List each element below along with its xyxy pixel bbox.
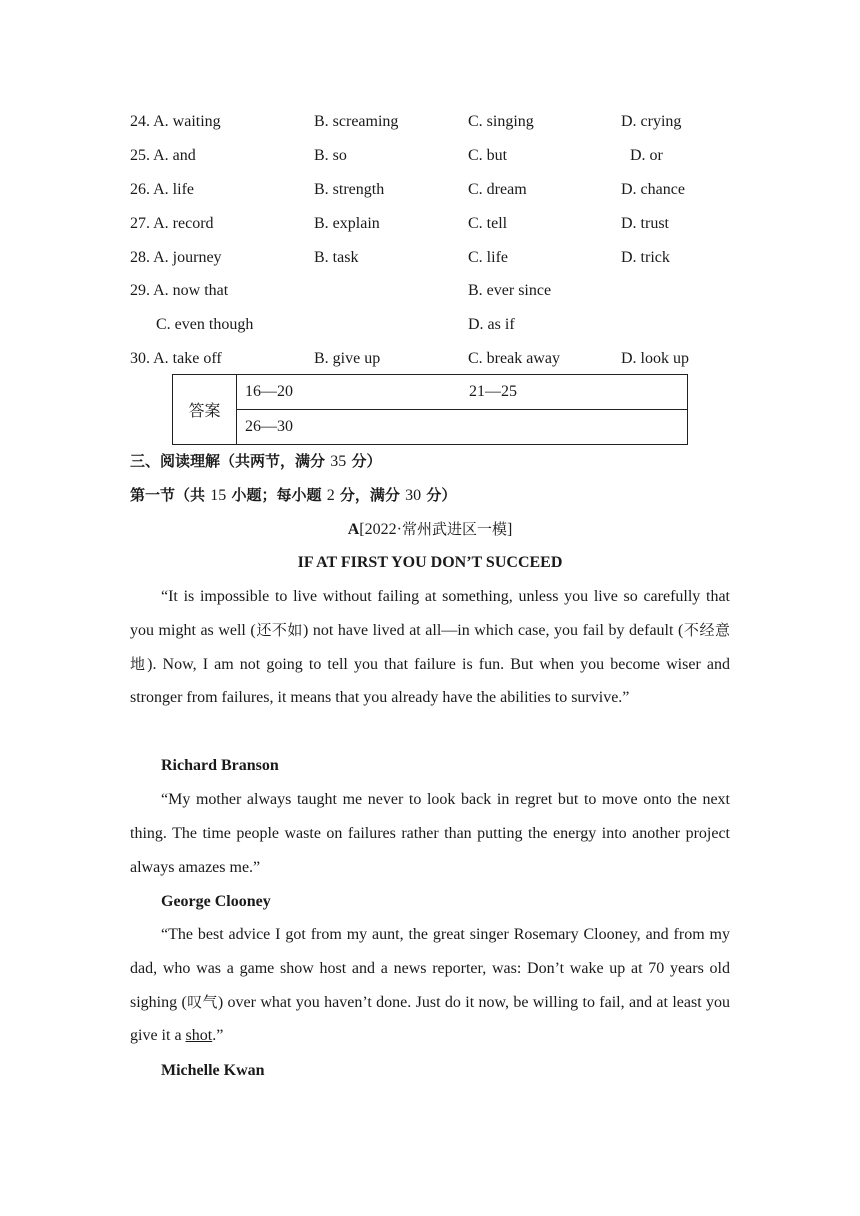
paragraph-1-part-2: ) not have lived at all—in which case, you fail by default ( (303, 621, 684, 639)
gloss-hai-bu-ru: 还不如 (255, 620, 303, 639)
paragraph-3-part-3: .” (212, 1027, 224, 1045)
source-close: ] (506, 521, 513, 538)
option-a: 29. A. now that (130, 282, 229, 299)
speaker-george-clooney: George Clooney (161, 893, 271, 910)
part-heading-suffix: 分） (421, 486, 457, 504)
answer-range-16-20: 16—20 (245, 383, 293, 400)
speaker-michelle-kwan: Michelle Kwan (161, 1062, 265, 1079)
answer-range-21-25: 21—25 (469, 383, 517, 400)
option-a: 27. A. record (130, 215, 214, 232)
answer-table (172, 374, 688, 445)
paragraph-3 (130, 918, 730, 1053)
option-c: C. singing (468, 113, 534, 130)
section-heading (130, 444, 381, 478)
option-d: D. as if (468, 316, 515, 333)
passage-source (130, 512, 730, 546)
option-a: 26. A. life (130, 181, 194, 198)
section-heading-score: 35 (330, 453, 347, 470)
gloss-tan-qi: 叹气 (186, 992, 218, 1011)
option-a: 25. A. and (130, 147, 196, 164)
paragraph-1-part-3: ). Now, I am not going to tell you that failure is fun. But when you become wiser and stronger from failures, it means that you already have the abilities to survive.” (130, 655, 730, 707)
gloss-bu-jing-yi-di: 不经意地 (130, 620, 730, 673)
option-d: D. trust (621, 215, 669, 232)
passage-letter: A (347, 521, 360, 538)
answer-label: 答案 (173, 375, 237, 445)
section-heading-text: 三、阅读理解（共两节，满分 (130, 452, 331, 470)
answer-row-1 (237, 375, 688, 410)
option-d: D. crying (621, 113, 682, 130)
part-heading (130, 478, 456, 512)
source-name: 常州武进区一模 (401, 520, 507, 538)
part-heading-text: 第一节（共 (130, 486, 211, 504)
option-d: D. look up (621, 350, 689, 367)
option-b: B. ever since (468, 282, 552, 299)
paragraph-1-part-1: “It is impossible to live without failing at something, unless you live so carefully that you might as well ( (130, 588, 730, 639)
question-count: 15 (210, 487, 227, 504)
answer-row-2 (237, 410, 688, 445)
underlined-word-shot: shot (185, 1027, 213, 1045)
option-a: 24. A. waiting (130, 113, 221, 130)
option-d: D. chance (621, 181, 685, 198)
option-b: B. so (314, 147, 347, 164)
option-c: C. but (468, 147, 508, 164)
option-b: B. task (314, 249, 359, 266)
part-heading-text-2: 小题；每小题 (226, 486, 327, 504)
option-b: B. strength (314, 181, 385, 198)
part-heading-text-3: 分，满分 (334, 486, 406, 504)
paragraph-3-part-1: “The best advice I got from my aunt, the great singer Rosemary Clooney, and from my dad, who was a game show host and a news reporter, was: Don’t wake up at 70 years old sighing ( (130, 926, 730, 1011)
section-heading-suffix: 分） (346, 452, 382, 470)
option-c: C. tell (468, 215, 508, 232)
option-c: C. break away (468, 350, 560, 367)
total-points: 30 (405, 487, 422, 504)
paragraph-3-part-2: ) over what you haven’t done. Just do it now, be willing to fail, and at least you give it a (130, 993, 730, 1045)
speaker-richard-branson: Richard Branson (161, 757, 279, 774)
option-b: B. give up (314, 350, 381, 367)
paragraph-2: “My mother always taught me never to look back in regret but to move onto the next thing. The time people waste on failures rather than putting the energy into another project always amazes me.” (130, 791, 730, 876)
option-c: C. dream (468, 181, 527, 198)
option-c: C. life (468, 249, 508, 266)
paragraph-1 (130, 580, 730, 715)
source-open: [2022· (359, 521, 402, 538)
passage-title: IF AT FIRST YOU DON’T SUCCEED (297, 554, 563, 571)
option-b: B. screaming (314, 113, 399, 130)
option-a: 30. A. take off (130, 350, 222, 367)
option-a: 28. A. journey (130, 249, 222, 266)
option-c: C. even though (156, 316, 254, 333)
answer-range-26-30: 26—30 (245, 418, 293, 435)
option-d: D. or (630, 147, 663, 164)
option-b: B. explain (314, 215, 380, 232)
option-d: D. trick (621, 249, 670, 266)
points-each: 2 (326, 487, 335, 504)
